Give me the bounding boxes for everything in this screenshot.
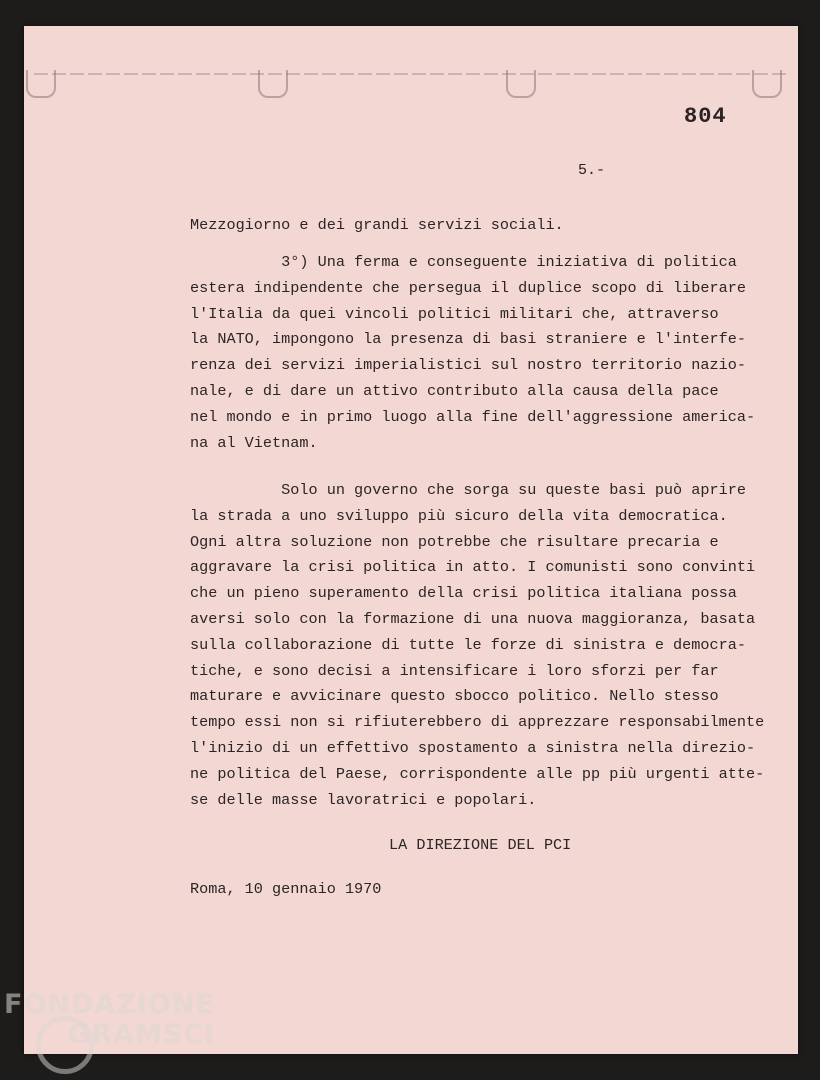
place-date: Roma, 10 gennaio 1970 — [190, 880, 382, 898]
signature: LA DIREZIONE DEL PCI — [389, 836, 572, 854]
paragraph-conclusion: Solo un governo che sorga su queste basi può aprire la strada a uno sviluppo più sicuro della vita democratica. Ogni altra soluzione non potrebbe che risultare precaria e aggravare la crisi politica in atto. I comunisti sono convinti che un pieno superamento della crisi politica italiana possa aversi solo con la formazione di una nuova maggioranza, basata sulla collaborazione di tutte le forze di sinistra e democra- tiche, e sono decisi a intensificare i loro sforzi per far maturare e avvicinare questo sbocco politico. Nello stesso tempo essi non si rifiuterebbero di apprezzare responsabilmente l'inizio di un effettivo spostamento a sinistra nella direzio- ne politica del Paese, corrispondente alle pp più urgenti atte- se delle masse lavoratrici e popolari. — [190, 481, 765, 809]
paragraph-intro: Mezzogiorno e dei grandi servizi sociali. — [190, 216, 564, 234]
section-number: 5.- — [578, 162, 606, 179]
page-number: 804 — [684, 104, 727, 129]
staple-mark — [752, 70, 782, 98]
staple-mark — [26, 70, 56, 98]
staple-mark — [506, 70, 536, 98]
watermark-line-1: FONDAZIONE — [4, 989, 215, 1020]
page-fold-line — [24, 68, 798, 78]
staple-mark — [258, 70, 288, 98]
watermark — [4, 990, 215, 1050]
watermark-line-2: GRAMSCI — [68, 1019, 216, 1050]
paragraph-foreign-policy: 3°) Una ferma e conseguente iniziativa di politica estera indipendente che persegua il duplice scopo di liberare l'Italia da quei vincoli politici militari che, attraverso la NATO, impongono la presenza di basi straniere e l'interfe- renza dei servizi imperialistici sul nostro territorio nazio- nale, e di dare un attivo contributo alla causa della pace nel mondo e in primo luogo alla fine dell'aggressione america- na al Vietnam. — [190, 253, 756, 452]
